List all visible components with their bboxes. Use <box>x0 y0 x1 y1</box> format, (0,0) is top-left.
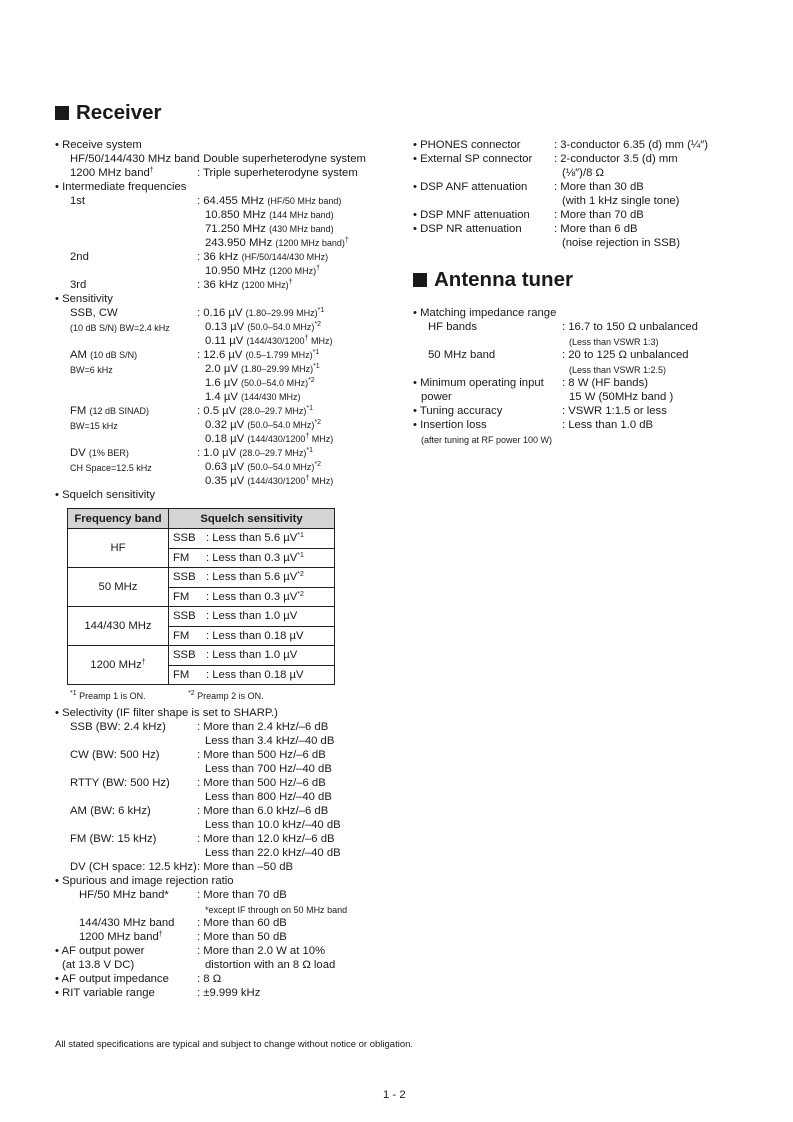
af-impedance-label: • AF output impedance <box>55 973 169 985</box>
sel-value: Less than 3.4 kHz/–40 dB <box>205 735 335 747</box>
antenna-tuner-heading: Antenna tuner <box>413 268 573 292</box>
if-third-label: 3rd <box>70 279 87 291</box>
sens-dv-line: 0.63 µV (50.0–54.0 MHz)$^{*2}$ <box>205 461 321 473</box>
band-cell: HF <box>68 529 169 568</box>
anf-value2: (with 1 kHz single tone) <box>562 195 680 207</box>
spurious-hf-value: : More than 70 dB <box>197 889 287 901</box>
sel-value: : More than 2.4 kHz/–6 dB <box>197 721 329 733</box>
table-row <box>68 529 335 549</box>
fm-cell: FM : Less than 0.3 µV$^{*1}$ <box>169 548 335 568</box>
page-number: 1 - 2 <box>383 1089 406 1101</box>
fm-cell: FM : Less than 0.18 µV <box>169 626 335 646</box>
mnf-label: • DSP MNF attenuation <box>413 209 530 221</box>
af-power-sub: (at 13.8 V DC) <box>62 959 135 971</box>
af-power-label: • AF output power <box>55 945 145 957</box>
ext-sp-value2: (⅛″)/8 Ω <box>562 167 604 179</box>
ssb-cell: SSB : Less than 1.0 µV <box>169 646 335 666</box>
minpow-label: • Minimum operating input <box>413 377 544 389</box>
accuracy-value: : VSWR 1:1.5 or less <box>562 405 667 417</box>
sel-dv-value: : More than –50 dB <box>197 861 294 873</box>
spurious-hf-note: *except IF through on 50 MHz band <box>205 905 348 915</box>
sens-am-label: AM (10 dB S/N) <box>70 349 138 361</box>
tuner-50-value: : 20 to 125 Ω unbalanced <box>562 349 689 361</box>
sens-am-sub: BW=6 kHz <box>70 365 113 375</box>
sens-am-line: 2.0 µV (1.80–29.99 MHz)$^{*1}$ <box>205 363 320 375</box>
receive-system-r2-label: 1200 MHz band† <box>70 167 154 179</box>
footer-disclaimer: All stated specifications are typical and subject to change without notice or obligation. <box>55 1039 414 1050</box>
phones-label: • PHONES connector <box>413 139 521 151</box>
sel-label: RTTY (BW: 500 Hz) <box>70 777 170 789</box>
sel-label: FM (BW: 15 kHz) <box>70 833 157 845</box>
receiver-heading: Receiver <box>55 101 161 125</box>
if-second-label: 2nd <box>70 251 89 263</box>
if-second-line: : 36 kHz (HF/50/144/430 MHz) <box>197 251 329 263</box>
sens-ssb-label: SSB, CW <box>70 307 118 319</box>
sel-label: SSB (BW: 2.4 kHz) <box>70 721 166 733</box>
tuner-50-label: 50 MHz band <box>428 349 496 361</box>
tuner-hf-value: : 16.7 to 150 Ω unbalanced <box>562 321 698 333</box>
sens-dv-label: DV (1% BER) <box>70 447 129 459</box>
spurious-1200-value: : More than 50 dB <box>197 931 287 943</box>
sens-am-line: : 12.6 µV (0.5–1.799 MHz)$^{*1}$ <box>197 349 320 361</box>
mnf-value: : More than 70 dB <box>554 209 644 221</box>
sel-value: Less than 700 Hz/–40 dB <box>205 763 332 775</box>
accuracy-label: • Tuning accuracy <box>413 405 503 417</box>
insertion-value: : Less than 1.0 dB <box>562 419 654 431</box>
sel-value: Less than 800 Hz/–40 dB <box>205 791 332 803</box>
if-first-line: 243.950 MHz (1200 MHz band)† <box>205 237 349 249</box>
receive-system-r1-label: HF/50/144/430 MHz band <box>70 153 200 165</box>
sens-am-line: 1.4 µV (144/430 MHz) <box>205 391 301 403</box>
if-first-line: 10.850 MHz (144 MHz band) <box>205 209 334 221</box>
ssb-cell: SSB : Less than 5.6 µV$^{*2}$ <box>169 568 335 588</box>
sens-fm-line: 0.32 µV (50.0–54.0 MHz)$^{*2}$ <box>205 419 321 431</box>
sens-dv-line: 0.35 µV (144/430/1200† MHz) <box>205 475 334 487</box>
sel-dv-label: DV (CH space: 12.5 kHz) <box>70 861 197 873</box>
band-cell: 50 MHz <box>68 568 169 607</box>
square-bullet-icon <box>413 273 427 287</box>
if-label: • Intermediate frequencies <box>55 181 187 193</box>
tuner-50-note: (Less than VSWR 1:2.5) <box>569 365 667 375</box>
sel-value: : More than 500 Hz/–6 dB <box>197 749 326 761</box>
phones-value: : 3-conductor 6.35 (d) mm (¼″) <box>554 139 709 151</box>
insertion-label: • Insertion loss <box>413 419 487 431</box>
sel-value: Less than 10.0 kHz/–40 dB <box>205 819 341 831</box>
if-second-line: 10.950 MHz (1200 MHz)† <box>205 265 320 277</box>
receive-system-label: • Receive system <box>55 139 142 151</box>
af-impedance-value: : 8 Ω <box>197 973 222 985</box>
receive-system-r2-value: : Triple superheterodyne system <box>197 167 358 179</box>
sens-am-line: 1.6 µV (50.0–54.0 MHz)$^{*2}$ <box>205 377 315 389</box>
sens-dv-line: : 1.0 µV (28.0–29.7 MHz)$^{*1}$ <box>197 447 313 459</box>
table-header: Frequency band <box>68 509 169 529</box>
squelch-table <box>67 508 335 685</box>
af-power-value2: distortion with an 8 Ω load <box>205 959 336 971</box>
tuner-hf-label: HF bands <box>428 321 477 333</box>
insertion-note: (after tuning at RF power 100 W) <box>421 435 553 445</box>
table-row <box>68 607 335 627</box>
table-row <box>68 646 335 666</box>
if-first-line: 71.250 MHz (430 MHz band) <box>205 223 334 235</box>
band-cell: 1200 MHz† <box>68 646 169 685</box>
ssb-cell: SSB : Less than 5.6 µV$^{*1}$ <box>169 529 335 549</box>
sens-ssb-sub: (10 dB S/N) BW=2.4 kHz <box>70 323 170 333</box>
sel-label: AM (BW: 6 kHz) <box>70 805 151 817</box>
ext-sp-label: • External SP connector <box>413 153 533 165</box>
square-bullet-icon <box>55 106 69 120</box>
spurious-label: • Spurious and image rejection ratio <box>55 875 234 887</box>
spurious-144-label: 144/430 MHz band <box>79 917 175 929</box>
nr-value2: (noise rejection in SSB) <box>562 237 681 249</box>
table-header: Squelch sensitivity <box>169 509 335 529</box>
if-first-line: : 64.455 MHz (HF/50 MHz band) <box>197 195 342 207</box>
sens-fm-line: 0.18 µV (144/430/1200† MHz) <box>205 433 334 445</box>
if-first-label: 1st <box>70 195 86 207</box>
spurious-1200-label: 1200 MHz band† <box>79 931 163 943</box>
sens-dv-sub: CH Space=12.5 kHz <box>70 463 152 473</box>
nr-label: • DSP NR attenuation <box>413 223 522 235</box>
band-cell: 144/430 MHz <box>68 607 169 646</box>
sel-value: : More than 12.0 kHz/–6 dB <box>197 833 335 845</box>
sens-fm-label: FM (12 dB SINAD) <box>70 405 149 417</box>
rit-value: : ±9.999 kHz <box>197 987 261 999</box>
squelch-footnote-1: $^{*1}$ Preamp 1 is ON. <box>70 690 146 701</box>
fm-cell: FM : Less than 0.18 µV <box>169 665 335 685</box>
selectivity-label: • Selectivity (IF filter shape is set to SHARP.) <box>55 707 278 719</box>
anf-value: : More than 30 dB <box>554 181 644 193</box>
sens-ssb-line: 0.11 µV (144/430/1200† MHz) <box>205 335 333 347</box>
spurious-hf-label: HF/50 MHz band* <box>79 889 169 901</box>
sens-fm-sub: BW=15 kHz <box>70 421 118 431</box>
receive-system-r1-value: : Double superheterodyne system <box>197 153 366 165</box>
sens-ssb-line: 0.13 µV (50.0–54.0 MHz)$^{*2}$ <box>205 321 321 333</box>
squelch-footnote-2: $^{*2}$ Preamp 2 is ON. <box>188 690 264 701</box>
squelch-label: • Squelch sensitivity <box>55 489 156 501</box>
anf-label: • DSP ANF attenuation <box>413 181 528 193</box>
rit-label: • RIT variable range <box>55 987 155 999</box>
spurious-144-value: : More than 60 dB <box>197 917 287 929</box>
tuner-hf-note: (Less than VSWR 1:3) <box>569 337 659 347</box>
sel-value: : More than 6.0 kHz/–6 dB <box>197 805 329 817</box>
matching-label: • Matching impedance range <box>413 307 557 319</box>
table-row <box>68 568 335 588</box>
sel-value: Less than 22.0 kHz/–40 dB <box>205 847 341 859</box>
table-header-row <box>68 509 335 529</box>
sens-ssb-line: : 0.16 µV (1.80–29.99 MHz)$^{*1}$ <box>197 307 325 319</box>
sel-label: CW (BW: 500 Hz) <box>70 749 160 761</box>
sensitivity-label: • Sensitivity <box>55 293 113 305</box>
ssb-cell: SSB : Less than 1.0 µV <box>169 607 335 627</box>
af-power-value: : More than 2.0 W at 10% <box>197 945 326 957</box>
sel-value: : More than 500 Hz/–6 dB <box>197 777 326 789</box>
sens-fm-line: : 0.5 µV (28.0–29.7 MHz)$^{*1}$ <box>197 405 313 417</box>
minpow-value: : 8 W (HF bands) <box>562 377 649 389</box>
fm-cell: FM : Less than 0.3 µV$^{*2}$ <box>169 587 335 607</box>
nr-value: : More than 6 dB <box>554 223 638 235</box>
if-third-line: : 36 kHz (1200 MHz)† <box>197 279 293 291</box>
minpow-label2: power <box>421 391 452 403</box>
ext-sp-value: : 2-conductor 3.5 (d) mm <box>554 153 678 165</box>
minpow-value2: 15 W (50MHz band ) <box>569 391 674 403</box>
